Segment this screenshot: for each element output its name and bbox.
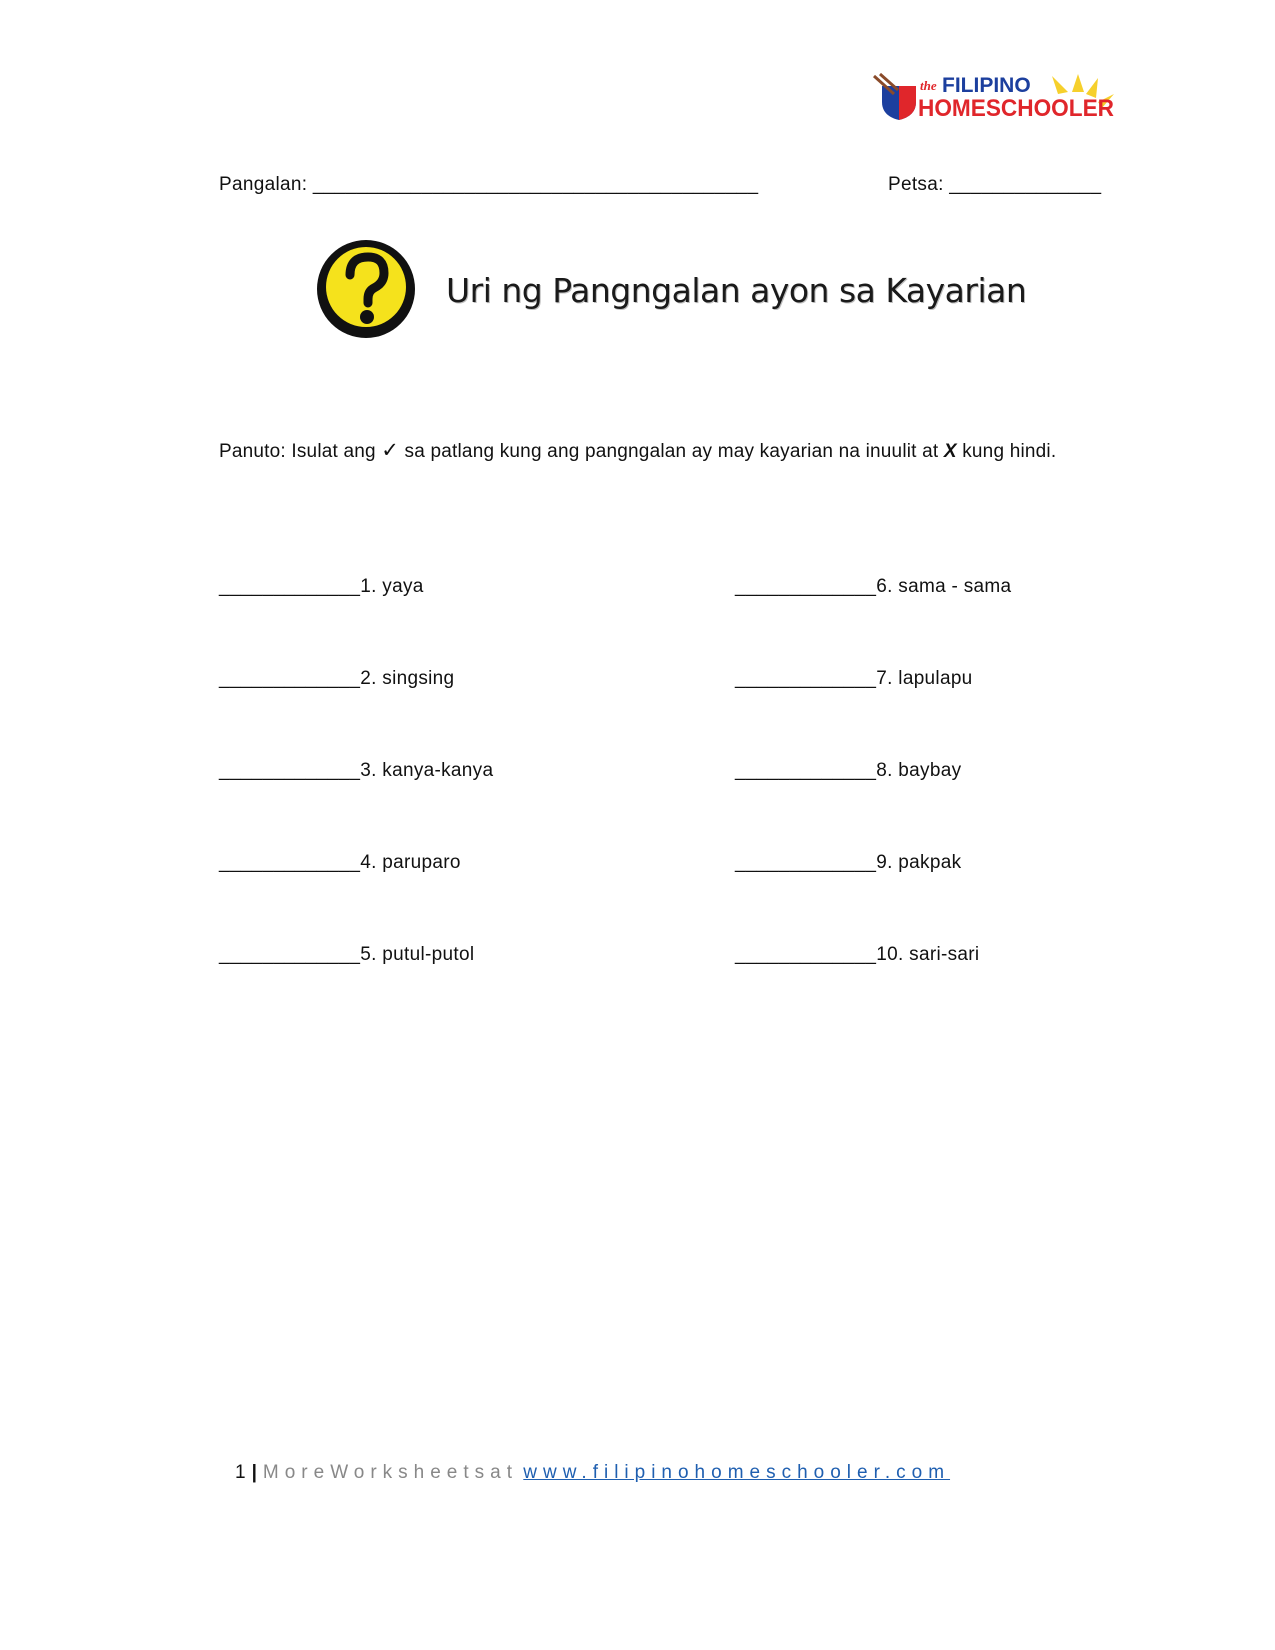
- footer-more-text: MoreWorksheetsat: [262, 1462, 519, 1483]
- name-blank: _________________________________________: [312, 174, 759, 195]
- list-item: [219, 576, 424, 598]
- check-icon: ✓: [381, 439, 400, 462]
- item-label: 10. sari-sari: [876, 944, 980, 965]
- directions: [219, 438, 1056, 463]
- item-label: 1. yaya: [360, 576, 424, 597]
- date-blank: ______________: [949, 174, 1102, 195]
- page-footer: [235, 1462, 950, 1484]
- name-label: Pangalan:: [219, 174, 308, 195]
- brand-logo: [872, 72, 1117, 120]
- name-field: [219, 174, 758, 196]
- footer-separator: |: [251, 1462, 257, 1483]
- item-label: 6. sama - sama: [876, 576, 1012, 597]
- list-item: [735, 944, 979, 966]
- list-item: [219, 760, 493, 782]
- shield-icon: [874, 74, 916, 120]
- page-number: 1: [235, 1462, 246, 1483]
- list-item: [735, 576, 1011, 598]
- answer-blank: _____________: [219, 668, 361, 689]
- directions-suffix: kung hindi.: [962, 441, 1057, 462]
- answer-blank: _____________: [735, 668, 877, 689]
- list-item: [219, 944, 474, 966]
- date-label: Petsa:: [888, 174, 944, 195]
- question-mark-icon: [312, 233, 422, 343]
- answer-blank: _____________: [735, 760, 877, 781]
- x-mark: X: [943, 441, 957, 462]
- item-label: 7. lapulapu: [876, 668, 973, 689]
- worksheet-title: Uri ng Pangngalan ayon sa Kayarian: [446, 271, 1027, 310]
- logo-line2: HOMESCHOOLER: [918, 95, 1114, 120]
- answer-blank: _____________: [219, 760, 361, 781]
- item-label: 3. kanya-kanya: [360, 760, 494, 781]
- item-label: 5. putul-putol: [360, 944, 475, 965]
- directions-prefix: Panuto: Isulat ang: [219, 441, 376, 462]
- answer-blank: _____________: [219, 852, 361, 873]
- website-link[interactable]: www.filipinohomeschooler.com: [523, 1462, 951, 1483]
- answer-blank: _____________: [735, 944, 877, 965]
- item-label: 9. pakpak: [876, 852, 962, 873]
- date-field: [888, 174, 1101, 196]
- list-item: [735, 760, 961, 782]
- item-label: 8. baybay: [876, 760, 962, 781]
- answer-blank: _____________: [219, 576, 361, 597]
- title-banner: [312, 233, 1032, 343]
- list-item: [219, 668, 454, 690]
- list-item: [735, 668, 973, 690]
- item-label: 4. paruparo: [360, 852, 461, 873]
- directions-middle: sa patlang kung ang pangngalan ay may kayarian na inuulit at: [404, 441, 939, 462]
- item-label: 2. singsing: [360, 668, 455, 689]
- answer-blank: _____________: [219, 944, 361, 965]
- list-item: [735, 852, 961, 874]
- answer-blank: _____________: [735, 852, 877, 873]
- answer-blank: _____________: [735, 576, 877, 597]
- logo-small-text: the: [920, 78, 937, 93]
- list-item: [219, 852, 461, 874]
- logo-line1: FILIPINO: [942, 74, 1031, 97]
